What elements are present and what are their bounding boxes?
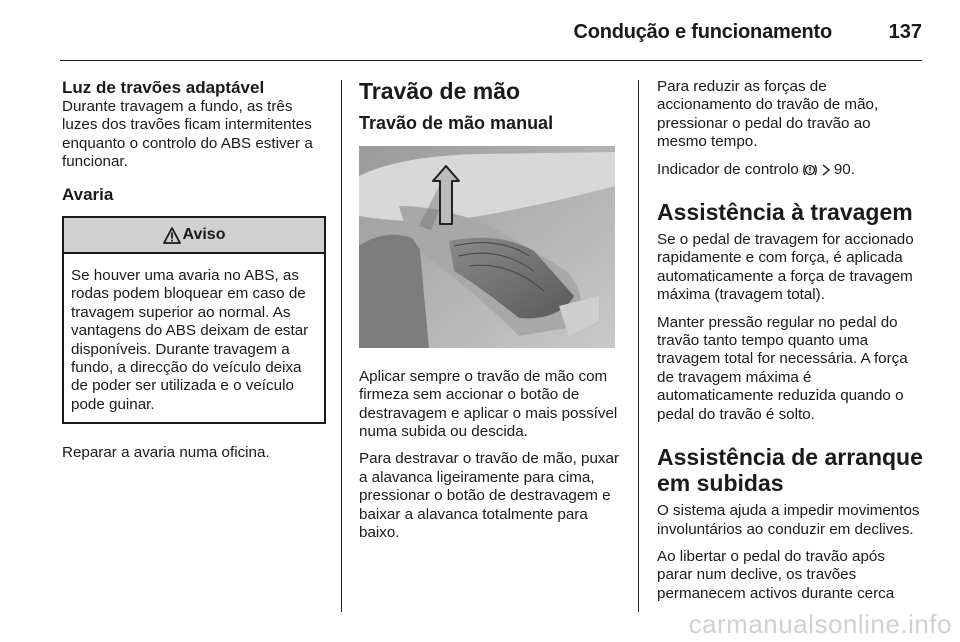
paragraph: Aplicar sempre o travão de mão com firmeza sem accionar o botão de destravagem e aplicar o mais possível numa subida ou descida. <box>359 367 618 441</box>
paragraph: Para reduzir as forças de accionamento do travão de mão, pressionar o pedal do travão ao mesmo tempo. <box>657 78 879 151</box>
heading-adaptive-brake-lights: Luz de travões adaptável <box>62 78 265 97</box>
control-indicator-reference <box>657 161 923 179</box>
heading-fault: Avaria <box>62 184 114 204</box>
column-divider <box>341 80 342 612</box>
paragraph: Manter pressão regular no pedal do travão tanto tempo quanto uma travagem total for necessária. A força de travagem máxima é automaticamente reduzida quando o pedal do travão é solto. <box>657 313 908 423</box>
heading-hill-start-assist: Assistência de arranque em subidas <box>657 444 923 497</box>
paragraph: O sistema ajuda a impedir movimentos involuntários ao conduzir em declives. <box>657 502 920 538</box>
paragraph: Durante travagem a fundo, as três luzes dos travões ficam intermitentes enquanto o controlo do ABS estiver a funcionar. <box>62 98 313 171</box>
column-1 <box>62 78 326 472</box>
warning-body: Se houver uma avaria no ABS, as rodas podem bloquear em caso de travagem superior ao normal. As vantagens do ABS deixam de estar disponíveis. Durante travagem a fundo, a direcção do veículo deixa de poder ser utilizada e o veículo pode guinar. <box>71 267 309 413</box>
paragraph: Ao libertar o pedal do travão após parar num declive, os travões permanecem activos durante cerca <box>657 547 895 602</box>
section-title: Condução e funcionamento <box>573 21 832 43</box>
control-indicator-label: Indicador de controlo <box>657 160 799 178</box>
column-2 <box>359 78 623 551</box>
watermark: carmanualsonline.info <box>688 609 952 639</box>
brake-indicator-icon <box>802 162 818 178</box>
warning-box <box>62 216 326 424</box>
warning-header <box>64 218 324 254</box>
header-divider <box>60 60 922 61</box>
reference-arrow-icon <box>821 164 831 176</box>
heading-brake-assist: Assistência à travagem <box>657 199 913 226</box>
column-3 <box>657 78 923 612</box>
column-divider <box>638 80 639 612</box>
paragraph: Se o pedal de travagem for accionado rapidamente e com força, é aplicada automaticamente a força de travagem máxima (travagem total). <box>657 231 914 304</box>
page-number: 137 <box>888 21 922 43</box>
warning-title: Aviso <box>182 225 226 243</box>
paragraph: Reparar a avaria numa oficina. <box>62 444 270 462</box>
heading-parking-brake: Travão de mão <box>359 78 521 104</box>
handbrake-lever-photo <box>359 146 615 348</box>
page-reference: 90. <box>833 160 855 178</box>
paragraph: Para destravar o travão de mão, puxar a alavanca ligeiramente para cima, pressionar o botão de destravagem e baixar a alavanca totalmente para baixo. <box>359 450 620 542</box>
warning-triangle-icon <box>163 227 181 244</box>
heading-manual-parking-brake: Travão de mão manual <box>359 113 554 133</box>
